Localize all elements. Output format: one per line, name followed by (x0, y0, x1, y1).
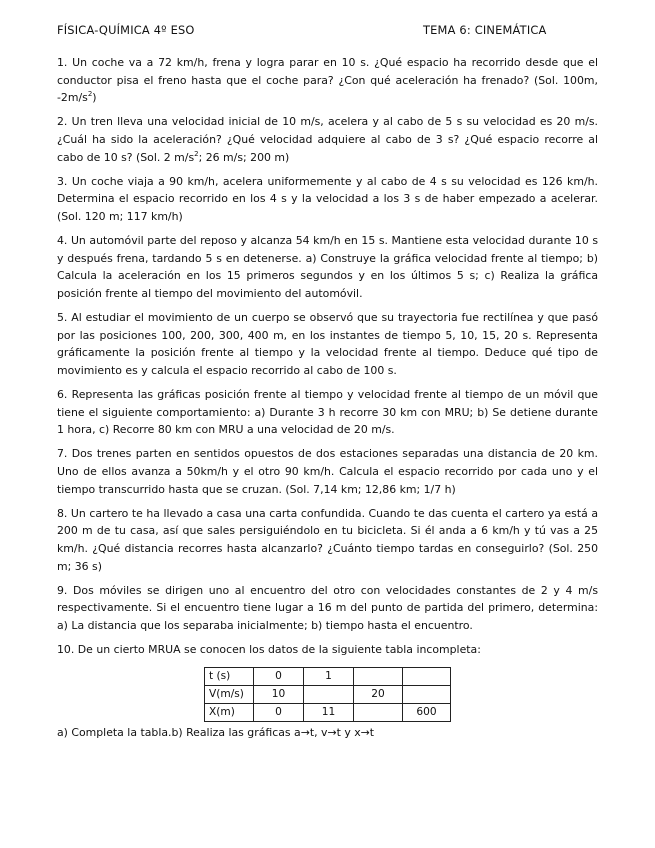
table-cell: X(m) (205, 703, 254, 721)
subject-label: FÍSICA-QUÍMICA 4º ESO (57, 23, 195, 37)
table-cell: 10 (254, 685, 304, 703)
table-cell: 600 (403, 703, 451, 721)
problem-9: 9. Dos móviles se dirigen uno al encuentro del otro con velocidades constantes de 2 y 4 m/s respectivamente. Si el encuentro tiene lugar a 16 m del punto de partida del primero, determina: a) La distancia que los separaba inicialmente; b) tiempo hasta el encuentro. (57, 583, 598, 632)
table-cell (403, 667, 451, 685)
problem-8: 8. Un cartero te ha llevado a casa una carta confundida. Cuando te das cuenta el cartero ya está a 200 m de tu casa, así que sales persiguiéndolo en tu bicicleta. Si él anda a 6 km/h y tú vas a 25 km/h. ¿Qué distancia recorres hasta alcanzarlo? ¿Cuánto tiempo tardas en conseguirlo? (Sol. 250 m; 36 s) (57, 506, 598, 573)
table-cell: 0 (254, 703, 304, 721)
exponent: 2 (87, 90, 93, 99)
page-header (57, 23, 598, 41)
problem-7: 7. Dos trenes parten en sentidos opuestos de dos estaciones separadas una distancia de 20 km. Uno de ellos avanza a 50km/h y el otro 90 km/h. Calcula el espacio recorrido por cada uno y el tiempo transcurrido hasta que se cruzan. (Sol. 7,14 km; 12,86 km; 1/7 h) (57, 447, 598, 496)
table-cell: 1 (304, 667, 354, 685)
problem-list (57, 54, 598, 739)
table-instructions: a) Completa la tabla.b) Realiza las gráficas a→t, v→t y x→t (57, 725, 375, 739)
problem-3: 3. Un coche viaja a 90 km/h, acelera uniformemente y al cabo de 4 s su velocidad es 126 km/h. Determina el espacio recorrido en los 4 s y la velocidad a los 3 s de haber empezado a acelerar. (Sol. 120 m; 117 km/h) (57, 174, 598, 223)
table-cell (304, 685, 354, 703)
data-table-wrapper (204, 667, 598, 722)
table-cell (354, 703, 403, 721)
mrua-data-table (204, 667, 451, 722)
problem-4: 4. Un automóvil parte del reposo y alcanza 54 km/h en 15 s. Mantiene esta velocidad durante 10 s y después frena, tardando 5 s en detenerse. a) Construye la gráfica velocidad frente al tiempo; b) Calcula la aceleración en los 15 primeros segundos y en los últimos 5 s; c) Realiza la gráfica posición frente al tiempo del movimiento del automóvil. (57, 234, 598, 300)
table-cell: 20 (354, 685, 403, 703)
table-cell (354, 667, 403, 685)
table-cell: t (s) (205, 667, 254, 685)
topic-label: TEMA 6: CINEMÁTICA (423, 23, 547, 37)
table-cell: 0 (254, 667, 304, 685)
problem-6: 6. Representa las gráficas posición frente al tiempo y velocidad frente al tiempo de un móvil que tiene el siguiente comportamiento: a) Durante 3 h recorre 30 km con MRU; b) Se detiene durante 1 hora, c) Recorre 80 km con MRU a una velocidad de 20 m/s. (57, 388, 598, 437)
problem-2: 2. Un tren lleva una velocidad inicial de 10 m/s, acelera y al cabo de 5 s su velocidad es 20 m/s. ¿Cuál ha sido la aceleración? ¿Qué velocidad adquiere al cabo de 3 s? ¿Qué espacio recorre al cabo de 10 s? (Sol. 2 $m/s^2$; 26 m/s; 200 m) (57, 115, 598, 164)
table-row (205, 685, 451, 703)
problem-5: 5. Al estudiar el movimiento de un cuerpo se observó que su trayectoria fue rectilínea y que pasó por las posiciones 100, 200, 300, 400 m, en los instantes de tiempo 5, 10, 15, 20 s. Representa gráficamente la posición frente al tiempo y la velocidad frente al tiempo. Deduce qué tipo de movimiento es y calcula el espacio recorrido al cabo de 100 s. (57, 311, 598, 377)
table-row (205, 703, 451, 721)
table-cell: 11 (304, 703, 354, 721)
problem-1: 1. Un coche va a 72 km/h, frena y logra parar en 10 s. ¿Qué espacio ha recorrido desde que el conductor pisa el freno hasta que el coche para? ¿Con qué aceleración ha frenado? (Sol. 100m, $-2m/s^2$) (57, 56, 598, 105)
table-cell (403, 685, 451, 703)
problem-10: 10. De un cierto MRUA se conocen los datos de la siguiente tabla incompleta: (57, 643, 481, 657)
table-row (205, 667, 451, 685)
exponent: 2 (194, 149, 199, 158)
table-cell: V(m/s) (205, 685, 254, 703)
